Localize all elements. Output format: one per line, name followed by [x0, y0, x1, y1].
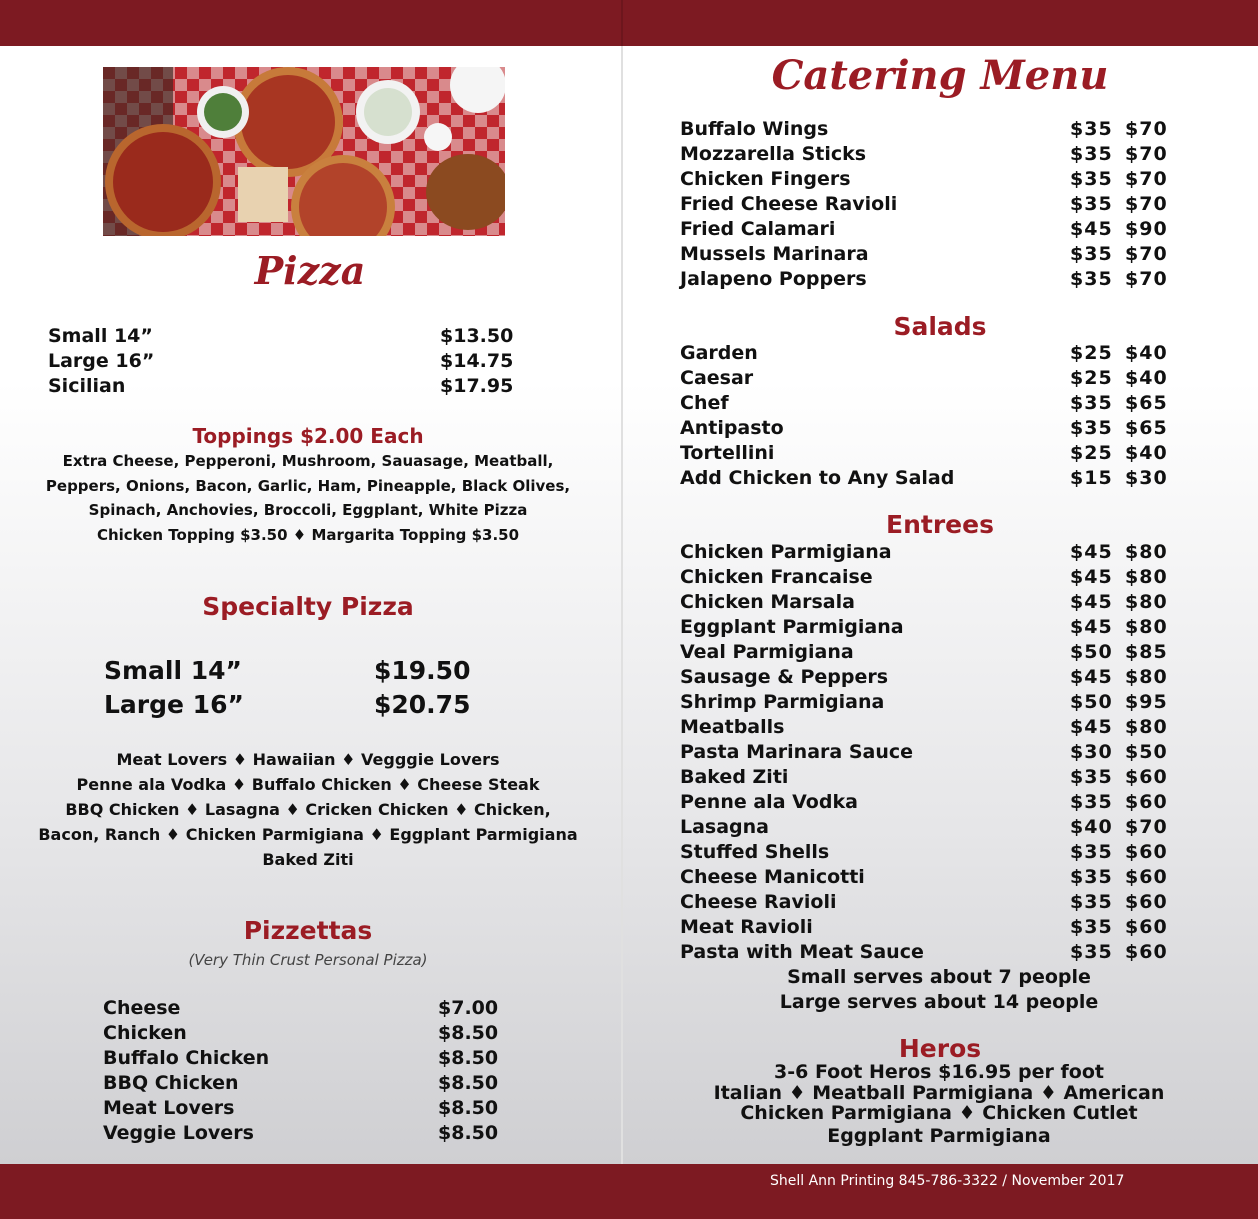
menu-item-name: Mussels Marinara [680, 243, 869, 265]
menu-item-name: Baked Ziti [680, 766, 789, 788]
salads-title: Salads [893, 312, 987, 341]
large-price: $60 [1125, 891, 1168, 913]
menu-item-name: Meat Lovers [103, 1097, 235, 1119]
large-price: $40 [1125, 442, 1168, 464]
large-price: $60 [1125, 841, 1168, 863]
large-price: $85 [1125, 641, 1168, 663]
menu-item-name: Shrimp Parmigiana [680, 691, 885, 713]
large-price: $80 [1125, 541, 1168, 563]
toppings-line: Peppers, Onions, Bacon, Garlic, Ham, Pineapple, Black Olives, [45, 477, 571, 495]
large-price: $65 [1125, 392, 1168, 414]
menu-item-name: Chicken Fingers [680, 168, 851, 190]
menu-item-name: Fried Calamari [680, 218, 836, 240]
large-price: $70 [1125, 143, 1168, 165]
menu-item-name: Chicken [103, 1022, 187, 1044]
specialty-line: Baked Ziti [262, 850, 354, 869]
large-price: $70 [1125, 268, 1168, 290]
large-price: $60 [1125, 941, 1168, 963]
large-price: $60 [1125, 766, 1168, 788]
small-price: $40 [1070, 816, 1113, 838]
small-price: $50 [1070, 691, 1113, 713]
small-price: $35 [1070, 168, 1113, 190]
large-price: $80 [1125, 666, 1168, 688]
menu-item-price: $8.50 [438, 1047, 499, 1069]
menu-item-price: $8.50 [438, 1097, 499, 1119]
menu-item-name: Tortellini [680, 442, 775, 464]
menu-item-price: $7.00 [438, 997, 499, 1019]
menu-item-name: Chicken Parmigiana [680, 541, 892, 563]
large-price: $80 [1125, 716, 1168, 738]
pizza-title: Pizza [254, 248, 366, 293]
serves-small-note: Small serves about 7 people [787, 966, 1091, 988]
small-price: $35 [1070, 916, 1113, 938]
menu-item-name: Caesar [680, 367, 754, 389]
large-price: $80 [1125, 616, 1168, 638]
small-price: $50 [1070, 641, 1113, 663]
small-price: $35 [1070, 243, 1113, 265]
small-price: $15 [1070, 467, 1113, 489]
menu-item-price: $13.50 [440, 325, 514, 347]
small-price: $35 [1070, 392, 1113, 414]
large-price: $80 [1125, 566, 1168, 588]
menu-item-name: Sicilian [48, 375, 126, 397]
small-price: $35 [1070, 841, 1113, 863]
menu-item-name: Buffalo Wings [680, 118, 829, 140]
menu-item-name: Garden [680, 342, 758, 364]
specialty-line: Meat Lovers ♦ Hawaiian ♦ Vegggie Lovers [116, 750, 500, 769]
small-price: $35 [1070, 118, 1113, 140]
large-price: $60 [1125, 916, 1168, 938]
menu-item-name: Penne ala Vodka [680, 791, 858, 813]
menu-item-name: Veggie Lovers [103, 1122, 254, 1144]
serves-large-note: Large serves about 14 people [779, 991, 1099, 1013]
large-price: $80 [1125, 591, 1168, 613]
entrees-title: Entrees [886, 510, 994, 539]
small-price: $35 [1070, 143, 1113, 165]
menu-item-name: Pasta with Meat Sauce [680, 941, 924, 963]
pizza-photo [103, 67, 505, 236]
heros-line: Eggplant Parmigiana [827, 1125, 1051, 1147]
large-price: $65 [1125, 417, 1168, 439]
small-price: $25 [1070, 442, 1113, 464]
small-price: $25 [1070, 342, 1113, 364]
large-price: $70 [1125, 118, 1168, 140]
specialty-line: Bacon, Ranch ♦ Chicken Parmigiana ♦ Eggplant Parmigiana [38, 825, 578, 844]
menu-item-name: Small 14” [104, 656, 242, 685]
menu-item-name: Cheese [103, 997, 181, 1019]
menu-item-name: Meat Ravioli [680, 916, 813, 938]
small-price: $35 [1070, 866, 1113, 888]
large-price: $60 [1125, 866, 1168, 888]
menu-item-name: BBQ Chicken [103, 1072, 239, 1094]
small-price: $45 [1070, 218, 1113, 240]
small-price: $45 [1070, 566, 1113, 588]
menu-item-name: Eggplant Parmigiana [680, 616, 904, 638]
menu-item-name: Large 16” [104, 690, 244, 719]
toppings-line: Spinach, Anchovies, Broccoli, Eggplant, White Pizza [88, 501, 528, 519]
menu-item-price: $20.75 [374, 690, 471, 719]
menu-item-name: Cheese Ravioli [680, 891, 837, 913]
menu-item-price: $17.95 [440, 375, 514, 397]
menu-item-name: Large 16” [48, 350, 155, 372]
small-price: $45 [1070, 716, 1113, 738]
pizzettas-title: Pizzettas [243, 916, 373, 945]
small-price: $35 [1070, 766, 1113, 788]
menu-item-name: Stuffed Shells [680, 841, 830, 863]
specialty-title: Specialty Pizza [202, 592, 414, 621]
large-price: $90 [1125, 218, 1168, 240]
heros-line: 3-6 Foot Heros $16.95 per foot [774, 1061, 1104, 1083]
menu-item-name: Add Chicken to Any Salad [680, 467, 955, 489]
small-price: $25 [1070, 367, 1113, 389]
menu-item-price: $14.75 [440, 350, 514, 372]
toppings-line: Extra Cheese, Pepperoni, Mushroom, Sauasage, Meatball, [62, 452, 554, 470]
menu-item-name: Meatballs [680, 716, 785, 738]
menu-item-name: Lasagna [680, 816, 770, 838]
small-price: $35 [1070, 791, 1113, 813]
small-price: $35 [1070, 891, 1113, 913]
heros-line: Italian ♦ Meatball Parmigiana ♦ American [713, 1082, 1165, 1104]
large-price: $70 [1125, 193, 1168, 215]
large-price: $95 [1125, 691, 1168, 713]
menu-item-name: Antipasto [680, 417, 784, 439]
printer-credit: Shell Ann Printing 845-786-3322 / November 2017 [770, 1173, 1125, 1189]
menu-item-name: Cheese Manicotti [680, 866, 865, 888]
small-price: $45 [1070, 541, 1113, 563]
pizzettas-subtitle: (Very Thin Crust Personal Pizza) [188, 951, 428, 969]
top-banner [0, 0, 1258, 46]
large-price: $40 [1125, 367, 1168, 389]
toppings-title: Toppings $2.00 Each [192, 424, 424, 448]
small-price: $45 [1070, 591, 1113, 613]
small-price: $35 [1070, 268, 1113, 290]
specialty-line: BBQ Chicken ♦ Lasagna ♦ Cricken Chicken ♦ Chicken, [65, 800, 551, 819]
menu-item-name: Veal Parmigiana [680, 641, 854, 663]
small-price: $35 [1070, 193, 1113, 215]
menu-item-name: Fried Cheese Ravioli [680, 193, 898, 215]
small-price: $45 [1070, 666, 1113, 688]
menu-item-price: $19.50 [374, 656, 471, 685]
large-price: $70 [1125, 168, 1168, 190]
menu-item-name: Chef [680, 392, 729, 414]
menu-item-name: Buffalo Chicken [103, 1047, 270, 1069]
toppings-line: Chicken Topping $3.50 ♦ Margarita Topping $3.50 [96, 526, 520, 544]
small-price: $35 [1070, 417, 1113, 439]
menu-item-price: $8.50 [438, 1122, 499, 1144]
small-price: $35 [1070, 941, 1113, 963]
menu-item-name: Chicken Francaise [680, 566, 873, 588]
large-price: $70 [1125, 816, 1168, 838]
menu-item-name: Mozzarella Sticks [680, 143, 867, 165]
menu-item-price: $8.50 [438, 1072, 499, 1094]
small-price: $45 [1070, 616, 1113, 638]
small-price: $30 [1070, 741, 1113, 763]
large-price: $70 [1125, 243, 1168, 265]
menu-item-name: Jalapeno Poppers [680, 268, 867, 290]
menu-item-name: Pasta Marinara Sauce [680, 741, 914, 763]
heros-title: Heros [898, 1034, 982, 1063]
large-price: $30 [1125, 467, 1168, 489]
large-price: $60 [1125, 791, 1168, 813]
large-price: $50 [1125, 741, 1168, 763]
catering-title: Catering Menu [771, 52, 1109, 99]
menu-item-name: Small 14” [48, 325, 153, 347]
large-price: $40 [1125, 342, 1168, 364]
heros-line: Chicken Parmigiana ♦ Chicken Cutlet [740, 1102, 1138, 1124]
menu-item-price: $8.50 [438, 1022, 499, 1044]
specialty-line: Penne ala Vodka ♦ Buffalo Chicken ♦ Cheese Steak [76, 775, 540, 794]
menu-item-name: Chicken Marsala [680, 591, 855, 613]
menu-item-name: Sausage & Peppers [680, 666, 889, 688]
